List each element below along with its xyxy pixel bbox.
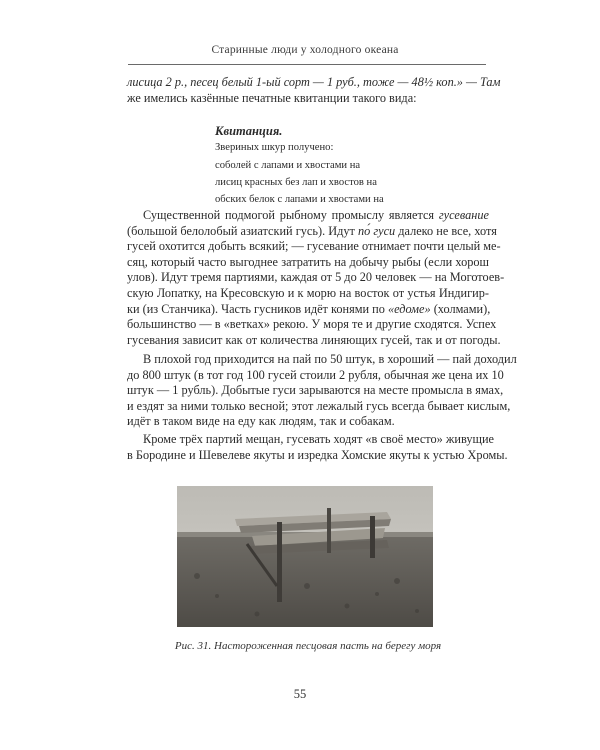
para2-line-1 <box>127 208 489 224</box>
para2-line-7 <box>127 302 489 318</box>
italic-term: гусевание <box>438 208 489 222</box>
para1-line-2: же имелись казённые печатные квитанции такого вида: <box>127 90 417 105</box>
para3-line-4: и ездят за ними только весной; этот лежалый гусь всегда бывает кислым, <box>127 398 511 413</box>
photo-illustration <box>177 486 433 627</box>
receipt-row-label: соболей с лапами и хвостами на <box>215 160 361 171</box>
para2-line-2 <box>127 223 497 240</box>
figure-caption: Рис. 31. Настороженная песцовая пасть на берегу моря <box>174 640 442 652</box>
para2-line-5: улов). Идут тремя партиями, каждая от 5 до 20 человек — на Моготоев- <box>127 270 505 285</box>
receipt-row-label: Звериных шкур получено: <box>215 142 334 153</box>
para2-line-8: большинство — в «ветках» рекою. У моря те и другие сходятся. Успех <box>127 317 497 332</box>
running-head: Старинные люди у холодного океана <box>211 44 399 56</box>
paragraph-2 <box>127 208 505 348</box>
para2-line-4: сяц, который часто выгоднее затратить на добычу рыбы (если хорош <box>127 254 489 269</box>
paragraph-4 <box>127 432 508 463</box>
receipt-row <box>215 158 485 173</box>
receipt-row <box>215 140 485 155</box>
para3-line-1: В плохой год приходится на пай по 50 штук, в хороший — пай доходил <box>143 352 517 366</box>
para3-line-5: идёт в таком виде на еду как людям, так и собакам. <box>127 414 395 429</box>
para3-line-2: до 800 штук (в тот год 100 гусей стоили 2 рубля, обычная же цена их 10 <box>127 367 504 382</box>
italic-term: по́ гуси <box>357 223 396 238</box>
page-number: 55 <box>293 687 307 701</box>
text-run: (холмами), <box>430 301 491 316</box>
italic-term: «едоме» <box>387 301 431 316</box>
para1-line-1 <box>127 75 501 91</box>
para3-line-3: штук — 1 рубль). Добытые гуси зарываются на месте промысла в ямах, <box>127 383 504 398</box>
text-run: (большой белолобый азиатский гусь). Идут <box>127 223 358 238</box>
para1-line-1-text: лисица 2 р., песец белый 1-ый сорт — 1 руб., тоже — 48½ коп.» — Там <box>127 75 501 89</box>
para4-line-1: Кроме трёх партий мещан, гусевать ходят «в своё место» живущие <box>143 432 494 446</box>
receipt-row-label: обских белок с лапами и хвостами на <box>215 194 384 205</box>
para2-line-6: скую Лопатку, на Кресовскую и к морю на восток от устья Индигир- <box>127 285 489 300</box>
receipt-row <box>215 192 485 207</box>
para2-line-3: гусей охотится добыть всякий; — гусевание отнимает почти целый ме- <box>127 239 501 254</box>
receipt-title: Квитанция. <box>215 124 283 138</box>
receipt-row-label: лисиц красных без лап и хвостов на <box>215 177 377 188</box>
paragraph-1 <box>127 75 501 106</box>
receipt-row <box>215 175 485 190</box>
para4-line-2: в Бородине и Шевелеве якуты и изредка Хомские якуты к устью Хромы. <box>127 447 508 462</box>
paragraph-3 <box>127 352 517 430</box>
para2-line-9: гусевания зависит как от количества линяющих гусей, так и от погоды. <box>127 332 501 347</box>
text-run: Существенной подмогой рыбному промыслу является <box>143 208 439 222</box>
text-run: далеко не все, хотя <box>395 223 497 238</box>
header-rule <box>128 64 486 65</box>
text-run: ки (из Станчика). Часть гусников идёт конями по <box>127 301 388 316</box>
figure-photo-arctic-fox-trap <box>177 486 433 627</box>
